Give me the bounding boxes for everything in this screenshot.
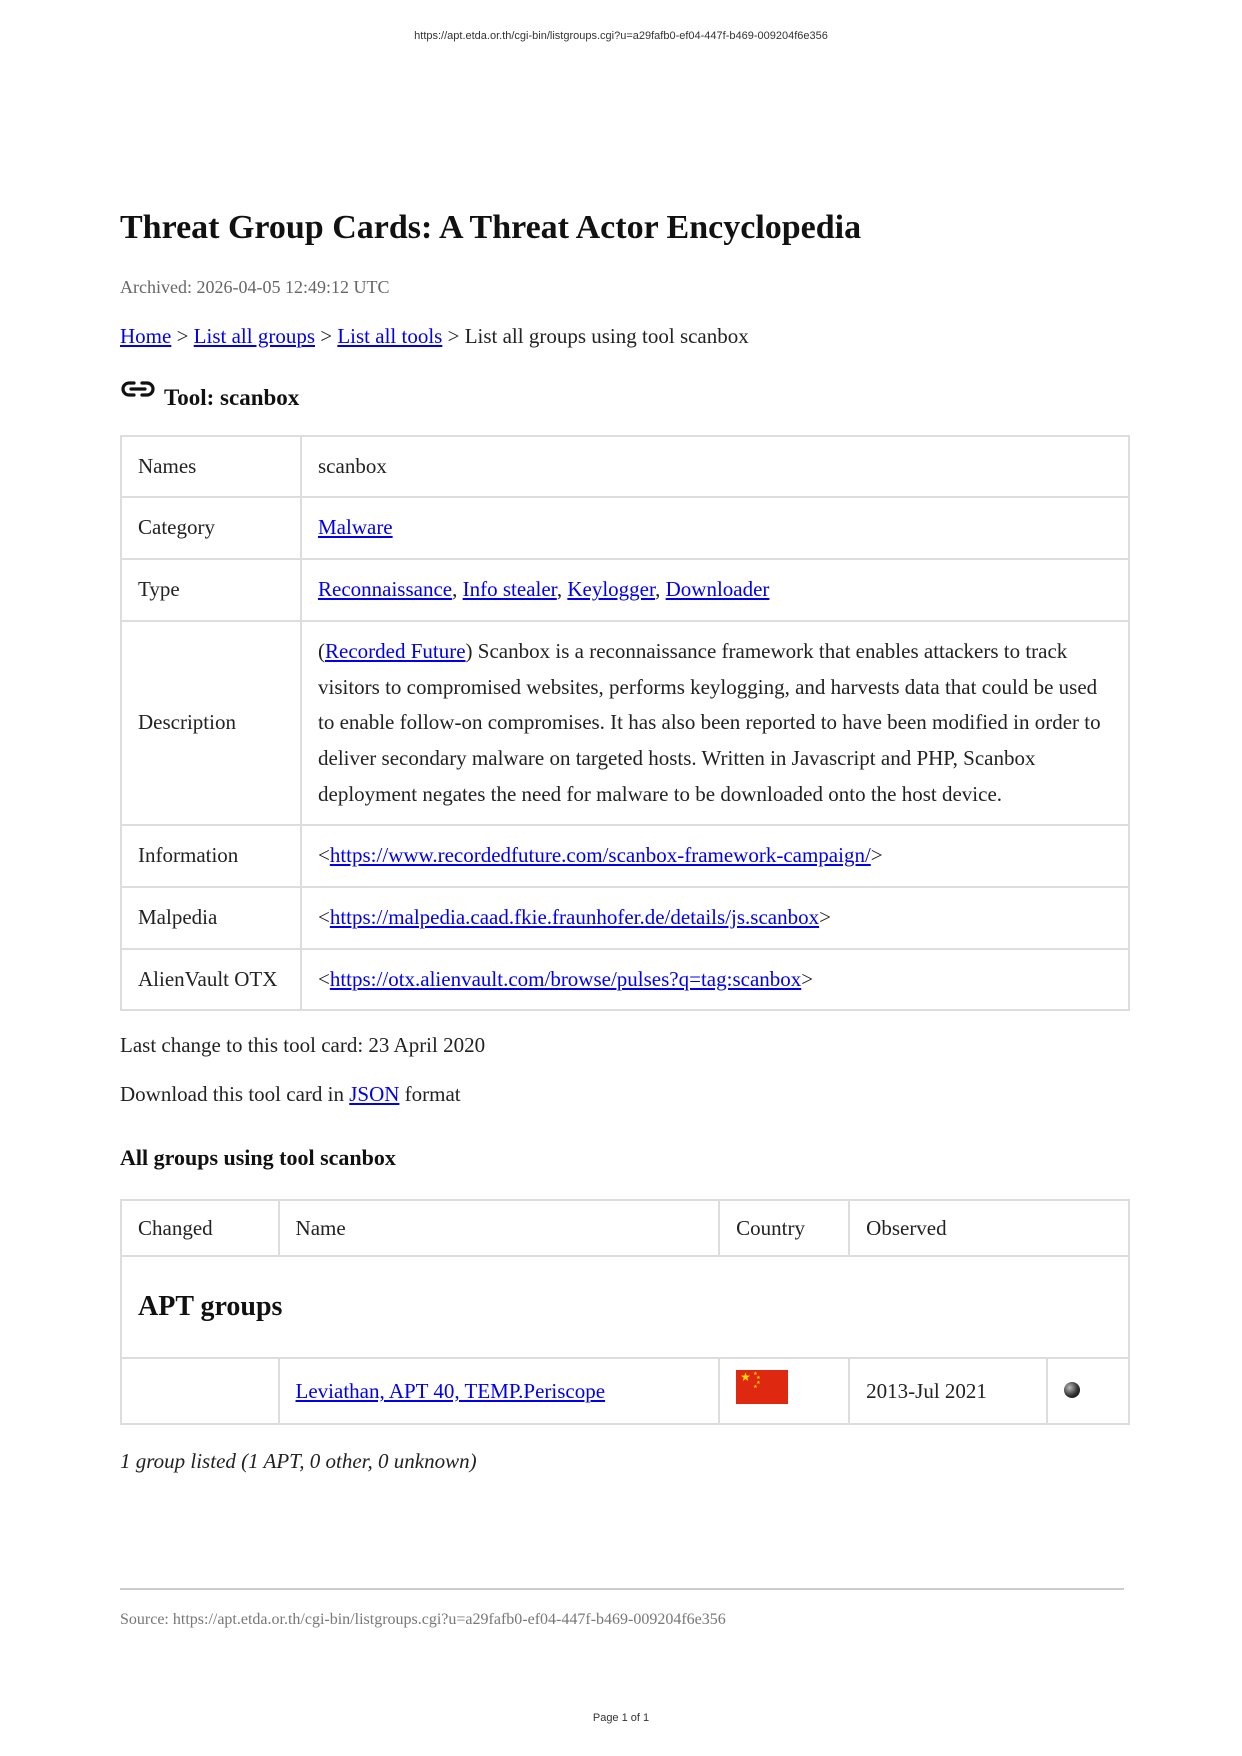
malpedia-label: Malpedia	[121, 887, 301, 949]
tool-heading-text: Tool: scanbox	[164, 384, 300, 410]
otx-link[interactable]: https://otx.alienvault.com/browse/pulses?q=tag:scanbox	[329, 966, 802, 991]
table-header-row	[121, 1200, 1129, 1256]
type-link-reconnaissance[interactable]: Reconnaissance	[318, 577, 453, 602]
column-header-name: Name	[279, 1200, 720, 1256]
description-value: (Recorded Future) Scanbox is a reconnaissance framework that enables attackers to track visitors to compromised websites, performs keylogging, and harvests data that could be used to enable follow-on compromises. It has also been reported to have been modified in order to deliver secondary malware on targeted hosts. Written in Javascript and PHP, Scanbox deployment negates the need for malware to be downloaded onto the host device.	[301, 621, 1129, 825]
link-icon	[120, 377, 156, 409]
groups-table	[120, 1199, 1130, 1425]
column-header-country: Country	[719, 1200, 849, 1256]
type-label: Type	[121, 559, 301, 621]
table-row	[121, 825, 1129, 887]
type-link-keylogger[interactable]: Keylogger	[567, 577, 656, 602]
archived-timestamp: Archived: 2026-04-05 12:49:12 UTC	[120, 276, 390, 297]
groups-summary: 1 group listed (1 APT, 0 other, 0 unknown)	[120, 1449, 477, 1474]
download-suffix: format	[404, 1082, 461, 1107]
breadcrumb-home-link[interactable]: Home	[120, 323, 172, 348]
tool-info-table	[120, 435, 1130, 1012]
footer-divider	[120, 1588, 1124, 1590]
category-value-cell	[301, 497, 1129, 559]
names-label: Names	[121, 436, 301, 498]
section-title-apt-groups: APT groups	[138, 1291, 283, 1323]
type-value-cell: Reconnaissance, Info stealer, Keylogger, Downloader	[301, 559, 1129, 621]
information-link[interactable]: https://www.recordedfuture.com/scanbox-framework-campaign/	[329, 843, 871, 868]
breadcrumb-list-tools-link[interactable]: List all tools	[337, 323, 443, 348]
table-row	[121, 949, 1129, 1011]
breadcrumb-current: List all groups using tool scanbox	[464, 323, 749, 348]
otx-label: AlienVault OTX	[121, 949, 301, 1011]
download-prefix: Download this tool card in	[120, 1082, 344, 1107]
group-link[interactable]: Leviathan, APT 40, TEMP.Periscope	[295, 1378, 606, 1403]
black-dot-icon	[1064, 1382, 1080, 1398]
information-label: Information	[121, 825, 301, 887]
json-download-link[interactable]: JSON	[349, 1082, 400, 1107]
column-header-changed: Changed	[121, 1200, 279, 1256]
name-cell	[279, 1358, 720, 1424]
section-cell	[121, 1256, 1129, 1358]
section-row	[121, 1256, 1129, 1358]
malpedia-link[interactable]: https://malpedia.caad.fkie.fraunhofer.de/details/js.scanbox	[329, 904, 820, 929]
table-row	[121, 559, 1129, 621]
page-number: Page 1 of 1	[592, 1712, 650, 1724]
breadcrumb-list-groups-link[interactable]: List all groups	[193, 323, 315, 348]
last-change-text: Last change to this tool card: 23 April 2020	[120, 1033, 486, 1058]
description-text: Scanbox is a reconnaissance framework that enables attackers to track visitors to compromised websites, performs keylogging, and harvests data that could be used to enable follow-on compromises. It has also been reported to have been modified in order to deliver secondary malware on targeted hosts. Written in Javascript and PHP, Scanbox deployment negates the need for malware to be downloaded onto the host device.	[318, 638, 1101, 806]
table-row	[121, 621, 1129, 825]
table-row	[121, 887, 1129, 949]
tool-heading	[120, 385, 1130, 411]
malpedia-value: <https://malpedia.caad.fkie.fraunhofer.de/details/js.scanbox>	[301, 887, 1129, 949]
column-header-observed: Observed	[849, 1200, 1129, 1256]
table-row	[121, 497, 1129, 559]
otx-value: <https://otx.alienvault.com/browse/pulses?q=tag:scanbox>	[301, 949, 1129, 1011]
description-label: Description	[121, 621, 301, 825]
breadcrumb	[120, 324, 1130, 349]
page-title: Threat Group Cards: A Threat Actor Encyclopedia	[120, 209, 862, 246]
source-url: Source: https://apt.etda.or.th/cgi-bin/listgroups.cgi?u=a29fafb0-ef04-447f-b469-009204f6e356	[120, 1611, 726, 1628]
information-value: <https://www.recordedfuture.com/scanbox-framework-campaign/>	[301, 825, 1129, 887]
category-label: Category	[121, 497, 301, 559]
category-link[interactable]: Malware	[318, 515, 393, 540]
breadcrumb-separator: >	[320, 323, 333, 348]
status-cell	[1047, 1358, 1129, 1424]
names-value: scanbox	[301, 436, 1129, 498]
observed-cell: 2013-Jul 2021	[849, 1358, 1047, 1424]
table-row	[121, 436, 1129, 498]
china-flag-icon: ★ ★ ★ ★ ★	[736, 1370, 788, 1404]
breadcrumb-separator: >	[176, 323, 189, 348]
type-link-info-stealer[interactable]: Info stealer	[462, 577, 557, 602]
type-link-downloader[interactable]: Downloader	[665, 577, 770, 602]
country-cell	[719, 1358, 849, 1424]
download-line	[120, 1082, 1130, 1107]
table-row	[121, 1358, 1129, 1424]
main-content	[120, 208, 1130, 1474]
groups-heading: All groups using tool scanbox	[120, 1145, 396, 1171]
changed-cell	[121, 1358, 279, 1424]
description-source-link[interactable]: Recorded Future	[325, 638, 466, 663]
print-header-url: https://apt.etda.or.th/cgi-bin/listgroups.cgi?u=a29fafb0-ef04-447f-b469-009204f6e356	[414, 30, 828, 42]
breadcrumb-separator: >	[447, 323, 460, 348]
